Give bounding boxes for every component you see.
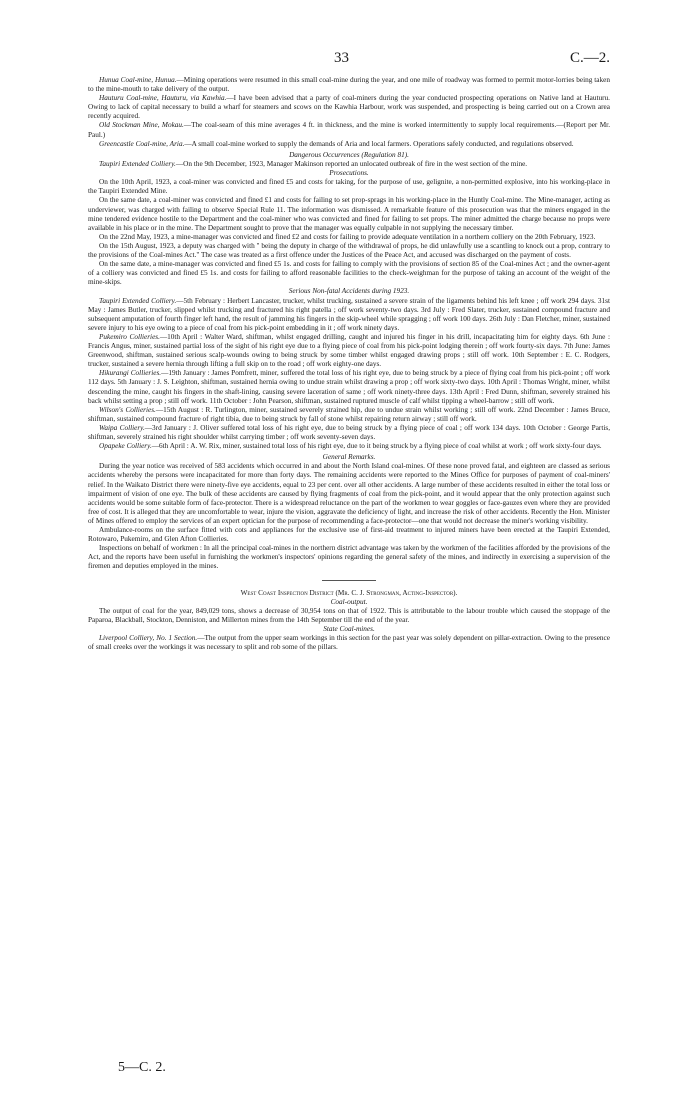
mine-title: Opapeke Colliery. xyxy=(99,442,152,451)
paragraph-accidents-hikurangi: Hikurangi Collieries.—19th January : James Pomfrett, miner, suffered the total loss of his right eye, due to being struck by a piece of flying coal from his pick-point ; off work 112 days. 5th January : J. S. Leighton, shiftman, sustained hernia owing to undue strain whilst drawing a prop ; off work sixty-two days. 10th April : Thomas Wright, miner, whilst descending the mine, caught his fingers in the shaft-lining, causing severe laceration of same ; off work ninety-three days. 13th April : Fred Dunn, shiftman, severely strained his back whilst setting a prop ; still off work. 11th October : John Pearson, shiftman, sustained ruptured muscle of calf whilst tipping a wheel-barrow ; still off work. xyxy=(88,369,610,405)
paragraph-hauturu: Hauturu Coal-mine, Hauturu, via Kawhia.—I have been advised that a party of coal-miners during the year conducted prospecting operations on Native land at Hauturu. Owing to lack of capital necessary to build a wharf for steamers and scows on the Kawhia Harbour, work was suspended, and prospecting is being carried out on a Crown area recently acquired. xyxy=(88,94,610,121)
document-reference: C.—2. xyxy=(569,50,610,66)
paragraph-accidents-waipa: Waipa Colliery.—3rd January : J. Oliver suffered total loss of his right eye, due to being struck by a flying piece of coal ; off work 134 days. 10th October : George Partis, shiftman, severely strained his right shoulder whilst carrying timber ; off work seventy-seven days. xyxy=(88,423,611,441)
mine-title: Waipa Colliery. xyxy=(99,423,145,432)
paragraph-coal-output: The output of coal for the year, 849,029 tons, shows a decrease of 30,954 tons on that of 1922. This is attributable to the labour trouble which caused the stoppage of the Paparoa, Blackball, Stockton, Denniston, and Millerton mines from the 14th September till the end of the year. xyxy=(88,606,610,624)
paragraph-prosecution: On the 15th August, 1923, a deputy was charged with " being the deputy in charge of the withdrawal of props, he did unlawfully use a scantling to knock out a prop, contrary to the provisions of the Coal-mines Act." The case was treated as a first offence under the Justices of the Peace Act, and accused was discharged on the payment of costs. xyxy=(88,241,610,259)
section-heading-prosecutions: Prosecutions. xyxy=(329,169,369,178)
section-heading-dangerous-occurrences: Dangerous Occurrences (Regulation 81). xyxy=(289,150,409,159)
footer-signature: 5—C. 2. xyxy=(118,1060,166,1075)
page-header xyxy=(88,50,610,76)
paragraph-old-stockman: Old Stockman Mine, Mokau.—The coal-seam of this mine averages 4 ft. in thickness, and the mine is worked intermittently to supply local requirements.—(Report per Mr. Paul.) xyxy=(88,121,611,139)
paragraph-liverpool: Liverpool Colliery, No. 1 Section.—The output from the upper seam workings in this section for the past year was solely dependent on pillar-extraction. Owing to the presence of small creeks over the workings it was necessary to split and rob some of the pillars. xyxy=(88,634,610,652)
mine-title: Hauturu Coal-mine, Hauturu, via Kawhia. xyxy=(99,94,227,103)
paragraph-greencastle: Greencastle Coal-mine, Aria.—A small coal-mine worked to supply the demands of Aria and local farmers. Operations safely conducted, and regulations observed. xyxy=(99,139,574,148)
section-divider xyxy=(322,580,376,581)
paragraph-accidents-taupiri: Taupiri Extended Colliery.—5th February : Herbert Lancaster, trucker, whilst trucking, sustained a severe strain of the ligaments behind his left knee ; off work 294 days. 31st May : James Butler, trucker, slipped whilst trucking and fractured his right patella ; off work seventy-two days. 3rd July : Fred Slater, trucker, sustained compound fracture and subsequent amputation of fourth finger left hand, the result of jamming his fingers in the skip-wheel while spragging ; off work 100 days. 26th July : Dan Fletcher, miner, sustained severe injury to his eye owing to a piece of coal from his pick-point embedding in it ; off work ninety days. xyxy=(88,296,610,332)
paragraph-prosecution: On the same date, a coal-miner was convicted and fined £1 and costs for failing to set prop-sprags in his working-place in the Huntly Coal-mine. The Mine-manager, acting as underviewer, was charged with failing to observe Special Rule 11. The information was dismissed. A remarkable feature of this prosecution was that the miners engaged in the mine tendered evidence hostile to the Department and the coal-miner who was convicted and fined for failing to set props. The miner admitted the charge because no props were available in his place or in the mine. The Department sought to prove that the manager was equally culpable in not supplying the necessary timber. xyxy=(88,196,610,232)
mine-title: Hunua Coal-mine, Hunua. xyxy=(99,76,177,84)
paragraph-accidents-opapeke: Opapeke Colliery.—6th April : A. W. Rix, miner, sustained total loss of his right eye, due to it being struck by a flying piece of coal whilst at work ; off work sixty-four days. xyxy=(99,442,602,451)
mine-title: Pukemiro Collieries. xyxy=(99,332,160,341)
mine-title: Greencastle Coal-mine, Aria. xyxy=(99,139,185,148)
section-heading-coal-output: Coal-output. xyxy=(330,597,368,606)
paragraph-accidents-wilson: Wilson's Collieries.—15th August : R. Turlington, miner, sustained severely strained hip, due to undue strain whilst working ; still off work. 22nd December : James Bruce, shiftman, sustained compound fracture of right tibia, due to being struck by fall of stone whilst repairing return airway ; still off work. xyxy=(88,405,610,423)
paragraph-prosecution: On the 10th April, 1923, a coal-miner was convicted and fined £5 and costs for taking, for the purpose of use, gelignite, a non-permitted explosive, into his working-place in the Taupiri Extended Mine. xyxy=(88,178,610,196)
mine-title: Liverpool Colliery, No. 1 Section. xyxy=(99,634,198,643)
mine-title: Taupiri Extended Colliery. xyxy=(99,159,176,168)
paragraph-general-remarks: Inspections on behalf of workmen : In all the principal coal-mines in the northern district advantage was taken by the workmen of the facilities afforded by the provisions of the Act, and the reports have been useful in furnishing the workmen's inspectors' opinions regarding the general safety of the mines, and indirectly in exercising a supervision of the firemen and deputies employed in the mines. xyxy=(88,544,610,571)
paragraph-accidents-pukemiro: Pukemiro Collieries.—10th April : Walter Ward, shiftman, whilst engaged drilling, caught and injured his finger in his drill, incapacitating him for eighty days. 6th June : Francis Angus, miner, sustained partial loss of the sight of his right eye due to a flying piece of coal from his pick-point lodging therein ; off work fourty-six days. 7th June: James Greenwood, shiftman, sustained serious scalp-wounds owing to being struck by some timber whilst engaged drawing props ; still off work. 10th September : E. C. Rodgers, trucker, sustained a severe hernia through lifting a full skip on to the road ; off work eighty-one days. xyxy=(88,332,610,369)
paragraph-general-remarks: During the year notice was received of 583 accidents which occurred in and about the North Island coal-mines. Of these none proved fatal, and eighteen are classed as serious accidents whereby the persons were incapacitated for more than forty days. The remaining accidents were reported to the Mines Office for purposes of payment of coal-miners' relief. In the Waikato District there were ninety-five eye accidents, equal to 23 per cent. over all other accidents. A large number of these accidents resulted in either the total loss or impairment of vision of one eye. The bulk of these accidents are caused by flying fragments of coal from the pick-point, and it would appear that the only protection against such accidents would be some suitable form of face-protector. There is a widespread reluctance on the part of the workmen to wear goggles or face-gauzes even where they are provided free of cost. It is alleged that they are uncomfortable to wear, injure the vision, aggravate the deficiency of light, and increase the risk of other accidents. Recently the Hon. Minister of Mines offered to employ the services of an expert optician for the purpose of recommending a face-protector—one that would not decrease the miner's working visibility. xyxy=(88,462,610,525)
section-heading-general-remarks: General Remarks. xyxy=(322,453,376,462)
paragraph-prosecution: On the same date, a mine-manager was convicted and fined £5 1s. and costs for failing to comply with the provisions of section 85 of the Coal-mines Act ; and the owner-agent of a colliery was convicted and fined £5 1s. and costs for failing to afford reasonable facilities to the check-weighman for the purpose of taking an account of the weight of the mine-skips. xyxy=(88,260,610,287)
paragraph-prosecution: On the 22nd May, 1923, a mine-manager was convicted and fined £2 and costs for failing to provide adequate ventilation in a northern colliery on the 20th February, 1923. xyxy=(99,232,596,241)
page-number: 33 xyxy=(334,50,349,66)
mine-title: Taupiri Extended Colliery. xyxy=(99,296,177,305)
section-heading-state-coal-mines: State Coal-mines. xyxy=(323,625,375,634)
mine-title: Old Stockman Mine, Mokau. xyxy=(99,121,184,130)
paragraph-dangerous-occurrence: Taupiri Extended Colliery.—On the 9th December, 1923, Manager Makinson reported an unlocated outbreak of fire in the west section of the mine. xyxy=(99,159,528,168)
document-page xyxy=(88,50,610,652)
paragraph-general-remarks: Ambulance-rooms on the surface fitted with cots and appliances for the exclusive use of first-aid treatment to injured miners have been erected at the Taupiri Extended, Rotowaro, Pukemiro, and Glen Afton Collieries. xyxy=(88,526,610,544)
district-heading: West Coast Inspection District (Mr. C. J. Strongman, Acting-Inspector). xyxy=(240,588,458,597)
mine-title: Wilson's Collieries. xyxy=(99,405,156,414)
paragraph-hunua: Hunua Coal-mine, Hunua.—Mining operations were resumed in this small coal-mine during the year, and one mile of roadway was formed to permit motor-lorries being taken to the mine-mouth to take delivery of the output. xyxy=(88,76,610,94)
mine-title: Hikurangi Collieries. xyxy=(99,369,162,378)
section-heading-serious-accidents: Serious Non-fatal Accidents during 1923. xyxy=(288,287,410,296)
